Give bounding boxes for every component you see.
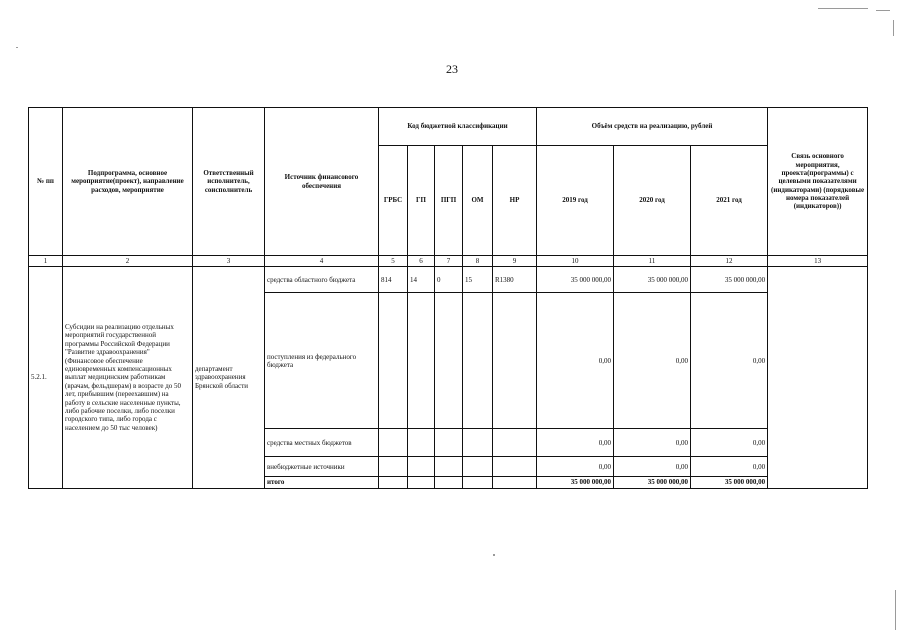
- total-2019: 35 000 000,00: [537, 477, 614, 488]
- budget-table: [28, 107, 868, 489]
- header-year-2019: 2019 год: [537, 146, 614, 256]
- pgp-cell: [435, 429, 463, 457]
- column-number: 3: [193, 256, 265, 267]
- om-cell: [463, 293, 493, 429]
- header-year-2020: 2020 год: [614, 146, 691, 256]
- amount-2019: 35 000 000,00: [537, 267, 614, 293]
- amount-2020: 0,00: [614, 429, 691, 457]
- amount-2019: 0,00: [537, 457, 614, 477]
- header-pgp: ПГП: [435, 146, 463, 256]
- grbs-cell: [379, 429, 408, 457]
- pgp-cell: [435, 293, 463, 429]
- scan-mark-left-dot: [16, 47, 18, 48]
- header-code-group: Код бюджетной классификации: [379, 108, 537, 146]
- grbs-cell: [379, 293, 408, 429]
- pgp-cell: [435, 477, 463, 488]
- om-cell: [463, 477, 493, 488]
- link-cell: [768, 267, 868, 488]
- amount-2019: 0,00: [537, 429, 614, 457]
- column-number: 13: [768, 256, 868, 267]
- nr-cell: R1380: [493, 267, 537, 293]
- column-number: 4: [265, 256, 379, 267]
- column-number: 5: [379, 256, 408, 267]
- grbs-cell: 814: [379, 267, 408, 293]
- grbs-cell: [379, 457, 408, 477]
- header-grbs: ГРБС: [379, 146, 408, 256]
- pgp-cell: 0: [435, 267, 463, 293]
- gp-cell: [408, 293, 435, 429]
- item-name: Субсидии на реализацию отдельных мероприятий государственной программы Российской Федерации "Развитие здравоохранения" (Финансовое обеспечение единовременных компенсационных выплат медицинским работникам (врачам, фельдшерам) в возрасте до 50 лет, прибывшим (переехавшим) на работу в сельские населенные пункты, либо рабочие поселки, либо поселки городского типа, либо города с населением до 50 тыс человек): [63, 267, 193, 488]
- nr-cell: [493, 457, 537, 477]
- header-executor: Ответственный исполнитель, соисполнитель: [193, 108, 265, 256]
- item-executor: департамент здравоохранения Брянской области: [193, 267, 265, 488]
- scan-mark-bottom-dot: [493, 554, 495, 556]
- column-number: 11: [614, 256, 691, 267]
- amount-2020: 0,00: [614, 457, 691, 477]
- total-2021: 35 000 000,00: [691, 477, 768, 488]
- header-gp: ГП: [408, 146, 435, 256]
- header-nr: НР: [493, 146, 537, 256]
- column-number: 2: [63, 256, 193, 267]
- scan-mark-right-edge-2: [893, 20, 894, 36]
- scan-mark-right-edge: [895, 590, 896, 630]
- source-cell: средства областного бюджета: [265, 267, 379, 293]
- om-cell: [463, 429, 493, 457]
- scan-mark-top-right-2: [876, 10, 890, 11]
- amount-2021: 0,00: [691, 457, 768, 477]
- amount-2021: 35 000 000,00: [691, 267, 768, 293]
- om-cell: [463, 457, 493, 477]
- column-number-row: [29, 256, 868, 267]
- column-number: 7: [435, 256, 463, 267]
- header-link: Связь основного мероприятия, проекта(программы) с целевыми показателями (индикаторами) (порядковые номера показателей (индикаторов)): [768, 108, 868, 256]
- amount-2019: 0,00: [537, 293, 614, 429]
- header-source: Источник финансового обеспечения: [265, 108, 379, 256]
- page-number: 23: [446, 62, 458, 76]
- item-number: 5.2.1.: [29, 267, 63, 488]
- nr-cell: [493, 477, 537, 488]
- header-subprogram: Подпрограмма, основное мероприятие(проект), направление расходов, мероприятие: [63, 108, 193, 256]
- amount-2021: 0,00: [691, 429, 768, 457]
- pgp-cell: [435, 457, 463, 477]
- gp-cell: 14: [408, 267, 435, 293]
- source-cell: итого: [265, 477, 379, 488]
- om-cell: 15: [463, 267, 493, 293]
- column-number: 12: [691, 256, 768, 267]
- column-number: 1: [29, 256, 63, 267]
- source-cell: внебюджетные источники: [265, 457, 379, 477]
- total-2020: 35 000 000,00: [614, 477, 691, 488]
- header-year-2021: 2021 год: [691, 146, 768, 256]
- source-cell: поступления из федерального бюджета: [265, 293, 379, 429]
- nr-cell: [493, 293, 537, 429]
- source-cell: средства местных бюджетов: [265, 429, 379, 457]
- grbs-cell: [379, 477, 408, 488]
- table-row: [29, 267, 868, 293]
- gp-cell: [408, 429, 435, 457]
- header-volume-group: Объём средств на реализацию, рублей: [537, 108, 768, 146]
- scan-mark-top-right: [818, 8, 868, 9]
- column-number: 9: [493, 256, 537, 267]
- column-number: 8: [463, 256, 493, 267]
- column-number: 10: [537, 256, 614, 267]
- header-row-1: [29, 108, 868, 146]
- amount-2020: 0,00: [614, 293, 691, 429]
- amount-2021: 0,00: [691, 293, 768, 429]
- amount-2020: 35 000 000,00: [614, 267, 691, 293]
- nr-cell: [493, 429, 537, 457]
- header-num: № пп: [29, 108, 63, 256]
- gp-cell: [408, 457, 435, 477]
- gp-cell: [408, 477, 435, 488]
- header-om: ОМ: [463, 146, 493, 256]
- column-number: 6: [408, 256, 435, 267]
